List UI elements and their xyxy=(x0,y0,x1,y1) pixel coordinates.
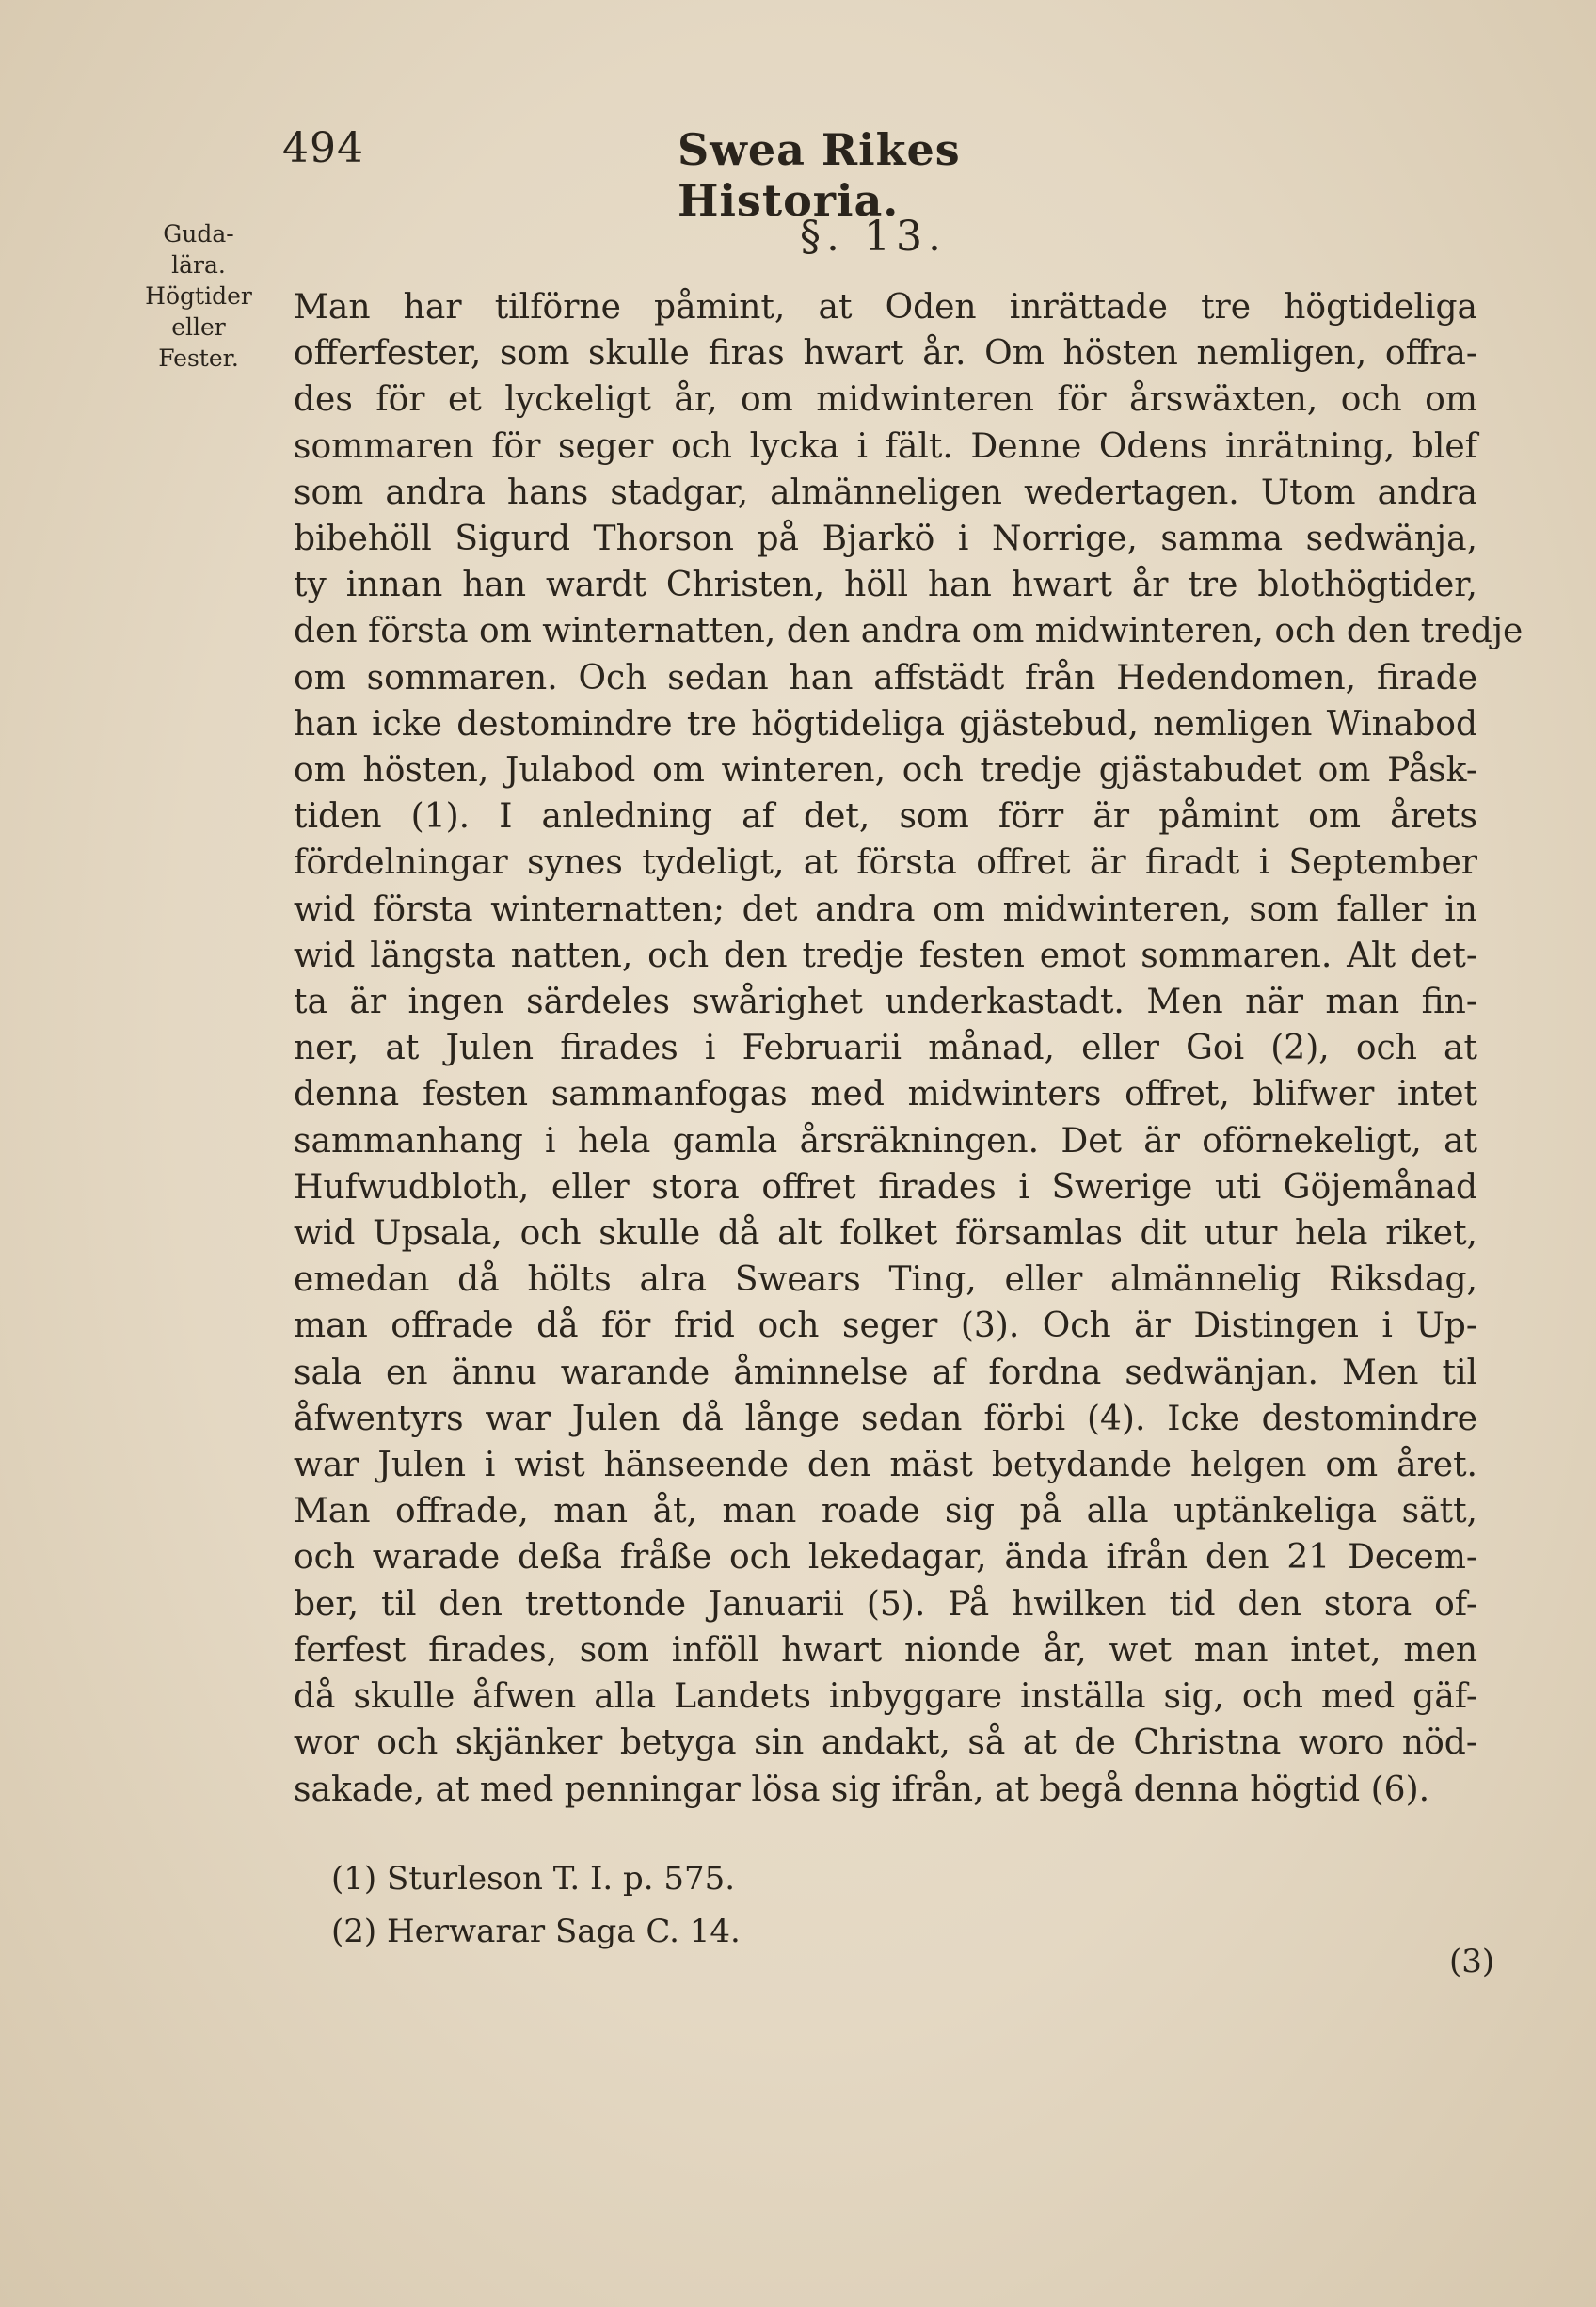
text-line: åfwentyrs war Julen då långe sedan förbi (4). Icke destomindre xyxy=(294,1399,1477,1438)
text-line: wid Upsala, och skulle då alt folket församlas dit utur hela riket, xyxy=(294,1214,1477,1254)
text-line: sommaren för seger och lycka i fält. Denne Odens inrätning, blef xyxy=(294,426,1477,466)
margin-note-line: eller xyxy=(171,313,226,341)
margin-note-line: Högtider xyxy=(145,282,252,310)
text-line: den första om winternatten, den andra om midwinteren, och den tredje xyxy=(294,612,1524,651)
body-text xyxy=(294,284,1524,1813)
text-line: sakade, at med penningar lösa sig ifrån, at begå denna högtid (6). xyxy=(294,1770,1430,1809)
text-line: som andra hans stadgar, almänneligen wedertagen. Utom andra xyxy=(294,473,1477,512)
text-line: sala en ännu warande åminnelse af fordna sedwänjan. Men til xyxy=(294,1353,1477,1392)
footnote: (2) Herwarar Saga C. 14. xyxy=(331,1913,741,1950)
footnote: (1) Sturleson T. I. p. 575. xyxy=(331,1860,736,1898)
text-line: fördelningar synes tydeligt, at första offret är firadt i September xyxy=(294,843,1477,883)
text-line: ner, at Julen firades i Februarii månad, eller Goi (2), och at xyxy=(294,1029,1477,1068)
catchword: (3) xyxy=(1449,1943,1495,1980)
text-line: om hösten, Julabod om winteren, och tredje gjästabudet om Påsk- xyxy=(294,751,1477,791)
footnotes xyxy=(331,1852,741,1958)
text-line: och warade deßa fråße och lekedagar, ända ifrån den 21 Decem- xyxy=(294,1538,1477,1578)
section-heading: §. 13. xyxy=(800,213,947,261)
text-line: då skulle åfwen alla Landets inbyggare inställa sig, och med gäf- xyxy=(294,1677,1477,1717)
text-line: offerfester, som skulle firas hwart år. Om hösten nemligen, offra- xyxy=(294,334,1477,374)
page-number: 494 xyxy=(282,124,364,172)
text-line: Man offrade, man åt, man roade sig på alla uptänkeliga sätt, xyxy=(294,1492,1477,1531)
running-title: Swea Rikes Historia. xyxy=(678,124,961,226)
text-line: bibehöll Sigurd Thorson på Bjarkö i Norrige, samma sedwänja, xyxy=(294,520,1477,559)
margin-note-line: lära. xyxy=(171,251,226,279)
text-line: wor och skjänker betyga sin andakt, så at de Christna woro nöd- xyxy=(294,1723,1477,1763)
margin-note-line: Fester. xyxy=(158,344,239,372)
text-line: war Julen i wist hänseende den mäst betydande helgen om året. xyxy=(294,1446,1477,1485)
text-line: ta är ingen särdeles swårighet underkastadt. Men när man fin- xyxy=(294,983,1477,1022)
margin-note-line: Guda- xyxy=(163,220,234,248)
text-line: wid första winternatten; det andra om midwinteren, som faller in xyxy=(294,889,1477,929)
text-line: des för et lyckeligt år, om midwinteren för årswäxten, och om xyxy=(294,380,1477,420)
text-line: ber, til den trettonde Januarii (5). På hwilken tid den stora of- xyxy=(294,1584,1477,1624)
text-line: emedan då hölts alra Swears Ting, eller almännelig Riksdag, xyxy=(294,1260,1477,1300)
text-line: tiden (1). I anledning af det, som förr är påmint om årets xyxy=(294,797,1477,837)
page-header xyxy=(282,124,1129,226)
text-line: Man har tilförne påmint, at Oden inrättade tre högtideliga xyxy=(294,288,1477,327)
margin-note xyxy=(128,218,269,374)
text-line: om sommaren. Och sedan han affstädt från Hedendomen, firade xyxy=(294,658,1477,697)
text-line: Hufwudbloth, eller stora offret firades i Swerige uti Göjemånad xyxy=(294,1167,1477,1207)
text-line: denna festen sammanfogas med midwinters offret, blifwer intet xyxy=(294,1075,1477,1114)
text-line: man offrade då för frid och seger (3). Och är Distingen i Up- xyxy=(294,1306,1477,1346)
text-line: ty innan han wardt Christen, höll han hwart år tre blothögtider, xyxy=(294,566,1477,605)
text-line: wid längsta natten, och den tredje festen emot sommaren. Alt det- xyxy=(294,936,1477,975)
text-line: sammanhang i hela gamla årsräkningen. Det är oförnekeligt, at xyxy=(294,1121,1477,1161)
text-line: han icke destomindre tre högtideliga gjästebud, nemligen Winabod xyxy=(294,704,1477,744)
text-line: ferfest firades, som inföll hwart nionde år, wet man intet, men xyxy=(294,1630,1477,1670)
